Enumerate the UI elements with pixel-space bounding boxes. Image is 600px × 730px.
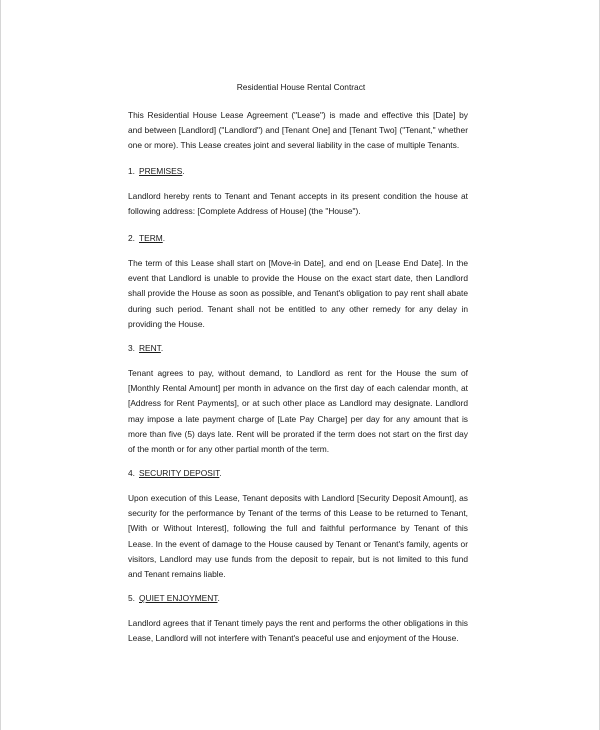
section-heading-term	[128, 232, 165, 244]
section-heading-label: RENT	[139, 343, 161, 353]
section-heading-suffix: .	[162, 233, 166, 243]
paragraph-line: [Address for Rent Payments], or at such other place as Landlord may designate. Landlord	[128, 398, 468, 409]
section-heading-suffix: .	[219, 468, 222, 478]
section-heading-label: TERM	[139, 233, 163, 243]
paragraph-line: Landlord agrees that if Tenant timely pays the rent and performs the other obligations in this	[128, 618, 468, 628]
section-paragraph-security-deposit	[128, 491, 468, 582]
paragraph-line: event that Landlord is unable to provide the House on the exact start date, then Landlord	[128, 273, 468, 284]
paragraph-line: more than five (5) days late. Rent will be prorated if the term does not start on the first day	[128, 428, 468, 439]
section-heading-quiet-enjoyment	[128, 592, 220, 604]
section-heading-suffix: .	[217, 593, 220, 603]
paragraph-line: during such period. Tenant shall not be entitled to any other remedy for any delay in	[128, 303, 468, 314]
section-heading-label: SECURITY DEPOSIT	[139, 468, 220, 478]
document-title: Residential House Rental Contract	[236, 82, 366, 92]
paragraph-line: and Tenant remains liable.	[128, 569, 226, 580]
paragraph-line: visitors, Landlord may use funds from the deposit to repair, but is not limited to this fund	[128, 553, 468, 564]
section-paragraph-term	[128, 256, 468, 332]
section-heading-suffix: .	[160, 343, 164, 353]
paragraph-line: Landlord hereby rents to Tenant and Tenant accepts in its present condition the house at	[128, 191, 468, 201]
section-heading-label: PREMISES	[139, 166, 183, 176]
section-heading-security-deposit	[128, 467, 222, 479]
section-heading-rent	[128, 342, 163, 354]
paragraph-line: [Monthly Rental Amount] per month in advance on the first day of each calendar month, at	[128, 383, 468, 394]
paragraph-line: shall provide the House as soon as possible, and Tenant's obligation to pay rent shall abate	[128, 288, 468, 299]
paragraph-line: may impose a late payment charge of [Late Pay Charge] per day for any amount that is	[128, 413, 468, 424]
section-number: 3.	[128, 343, 135, 353]
section-heading-label: QUIET ENJOYMENT	[139, 593, 218, 603]
paragraph-line: Upon execution of this Lease, Tenant deposits with Landlord [Security Deposit Amount], as	[128, 493, 468, 503]
paragraph-line: Lease, Landlord will not interfere with Tenant's peaceful use and enjoyment of the House.	[128, 633, 459, 644]
section-number: 2.	[128, 233, 135, 243]
section-paragraph-premises	[128, 189, 468, 219]
section-paragraph-quiet-enjoyment	[128, 616, 468, 646]
section-heading-premises	[128, 165, 185, 177]
paragraph-line: following address: [Complete Address of House] (the "House").	[128, 206, 361, 217]
paragraph-line: The term of this Lease shall start on [Move-in Date], and end on [Lease End Date]. In the	[128, 258, 468, 268]
paragraph-line: one or more). This Lease creates joint and several liability in the case of multiple Tenants.	[128, 140, 460, 151]
paragraph-line: [With or Without Interest], following the full and faithful performance by Tenant of this	[128, 523, 468, 534]
section-paragraph-rent	[128, 366, 468, 457]
section-number: 5.	[128, 593, 135, 603]
paragraph-line: Tenant agrees to pay, without demand, to Landlord as rent for the House the sum of	[128, 368, 468, 378]
section-number: 4.	[128, 468, 135, 478]
paragraph-line: providing the House.	[128, 318, 205, 329]
section-heading-suffix: .	[182, 166, 185, 176]
paragraph-line: Lease. In the event of damage to the House caused by Tenant or Tenant's family, agents or	[128, 538, 468, 549]
section-number: 1.	[128, 166, 135, 176]
paragraph-line: and between [Landlord] ("Landlord") and [Tenant One] and [Tenant Two] ("Tenant," whether	[128, 125, 468, 136]
intro-paragraph	[128, 108, 468, 154]
paragraph-line: of the month or for any other partial month of the term.	[128, 444, 330, 455]
paragraph-line: security for the performance by Tenant of the terms of this Lease to be returned to Tenant,	[128, 508, 468, 519]
paragraph-line: This Residential House Lease Agreement ("Lease") is made and effective this [Date] by	[128, 110, 468, 120]
